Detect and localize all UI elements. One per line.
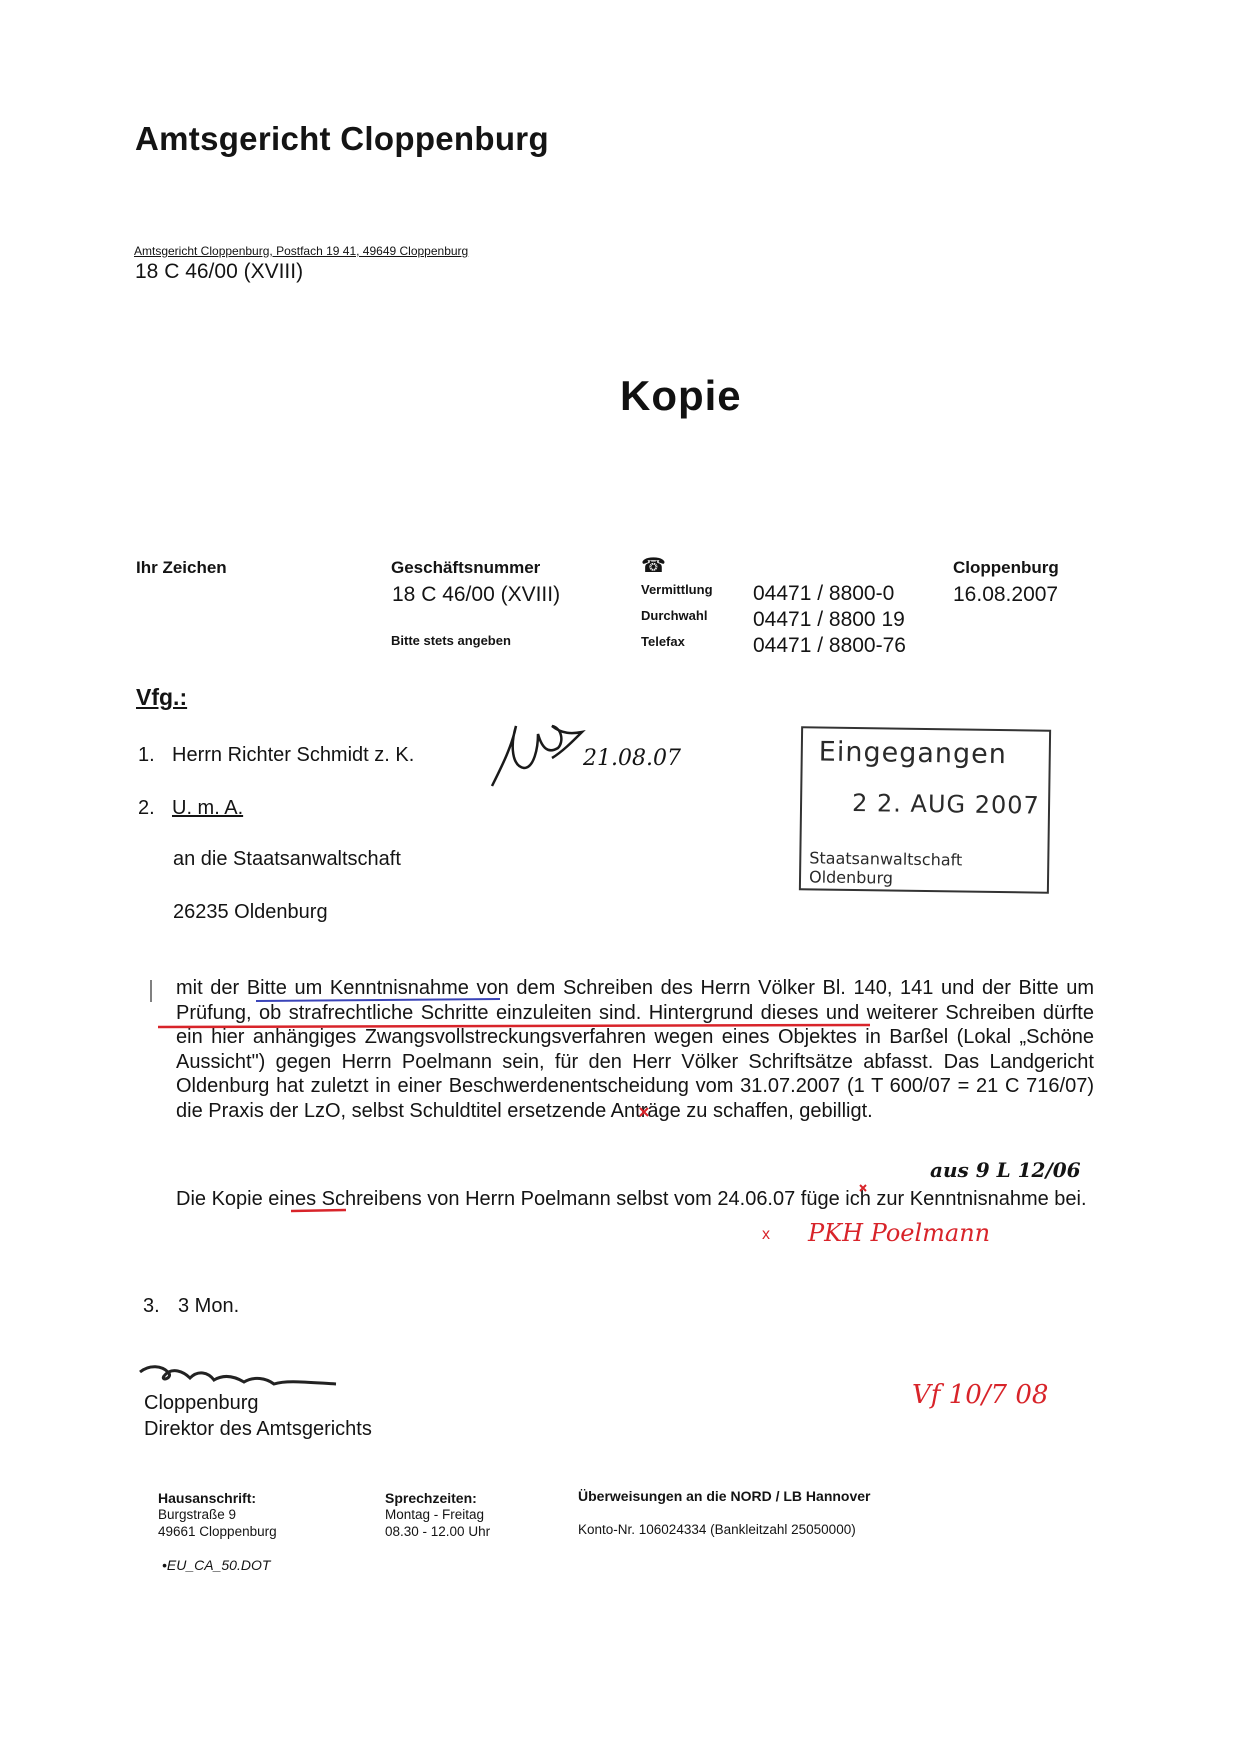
stamp-date: 2 2. AUG 2007 <box>851 788 1040 820</box>
addressee-line2: 26235 Oldenburg <box>173 901 328 923</box>
item1-text: Herrn Richter Schmidt z. K. <box>172 744 415 766</box>
item1-handwritten-date: 21.08.07 <box>583 746 681 771</box>
initials-scribble <box>492 726 582 786</box>
footer-address-line2: 49661 Cloppenburg <box>158 1524 277 1539</box>
footer-doc-id: •EU_CA_50.DOT <box>162 1557 271 1573</box>
stamp-office: Staatsanwaltschaft Oldenburg <box>808 848 963 888</box>
item3-number: 3. <box>143 1295 160 1317</box>
signature-title: Direktor des Amtsgerichts <box>144 1418 372 1440</box>
phone-icon: ☎ <box>641 555 666 577</box>
red-handwritten-note: PKH Poelmann <box>808 1219 991 1247</box>
case-number-top: 18 C 46/00 (XVIII) <box>135 260 304 283</box>
vfg-heading: Vfg.: <box>136 684 188 710</box>
vermittlung-number: 04471 / 8800-0 <box>753 582 895 605</box>
signature-scribble <box>140 1367 336 1384</box>
place-label: Cloppenburg <box>953 558 1059 577</box>
geschaeftsnummer-value: 18 C 46/00 (XVIII) <box>392 583 561 606</box>
paragraph-main: mit der Bitte um Kenntnisnahme von dem Schreiben des Herrn Völker Bl. 140, 141 und der Bitte um Prüfung, ob strafrechtliche Schritte einzuleiten sind. Hintergrund dieses und weiterer Schreiben dürfte ein hier anhängiges Zwangsvollstreckungsverfahren wegen eines Objektes in Barßel (Lokal „Schöne Aussicht") gegen Herrn Poelmann sein, für den Herr Völker Schriftsätze abfasst. Das Landgericht Oldenburg hat zuletzt in einer Beschwerdenentscheidung vom 31.07.2007 (1 T 600/07 = 21 C 716/07) die Praxis der LzO, selbst Schuldtitel ersetzende Anträge zu schaffen, gebilligt. <box>176 977 1094 1122</box>
durchwahl-number: 04471 / 8800 19 <box>753 608 905 631</box>
stamp-title: Eingegangen <box>818 736 1008 771</box>
received-stamp <box>799 726 1051 893</box>
footer-hours-line2: 08.30 - 12.00 Uhr <box>385 1524 491 1539</box>
vermittlung-label: Vermittlung <box>641 582 713 597</box>
footer-hours-line1: Montag - Freitag <box>385 1507 485 1522</box>
item2-text: U. m. A. <box>172 797 244 819</box>
addressee-line1: an die Staatsanwaltschaft <box>173 848 401 870</box>
item3-text: 3 Mon. <box>178 1295 240 1317</box>
court-title: Amtsgericht Cloppenburg <box>135 120 549 157</box>
telefax-number: 04471 / 8800-76 <box>753 634 906 657</box>
copy-stamp: Kopie <box>620 372 742 419</box>
red-marker: x <box>762 1226 770 1243</box>
footer-address-line1: Burgstraße 9 <box>158 1507 237 1522</box>
footer-hours-label: Sprechzeiten: <box>385 1490 477 1506</box>
paragraph-second: Die Kopie eines Schreibens von Herrn Poelmann selbst vom 24.06.07 füge ich zur Kenntnisnahme bei. <box>176 1188 1087 1210</box>
footer-bank-label: Überweisungen an die NORD / LB Hannover <box>578 1488 871 1504</box>
red-initials: Vf 10/7 08 <box>912 1380 1049 1410</box>
bitte-stets-angeben: Bitte stets angeben <box>391 633 511 648</box>
signature-place: Cloppenburg <box>144 1392 259 1414</box>
handwritten-reference: aus 9 L 12/06 <box>930 1158 1081 1182</box>
return-address: Amtsgericht Cloppenburg, Postfach 19 41, 49649 Cloppenburg <box>134 244 469 258</box>
durchwahl-label: Durchwahl <box>641 608 708 623</box>
geschaeftsnummer-label: Geschäftsnummer <box>391 558 541 577</box>
footer-bank-account: Konto-Nr. 106024334 (Bankleitzahl 25050000) <box>578 1522 856 1537</box>
item1-number: 1. <box>138 744 155 766</box>
ihr-zeichen-label: Ihr Zeichen <box>136 558 227 577</box>
item2-number: 2. <box>138 797 155 819</box>
footer-address-label: Hausanschrift: <box>158 1490 257 1506</box>
telefax-label: Telefax <box>641 634 685 649</box>
letter-date: 16.08.2007 <box>953 583 1059 606</box>
